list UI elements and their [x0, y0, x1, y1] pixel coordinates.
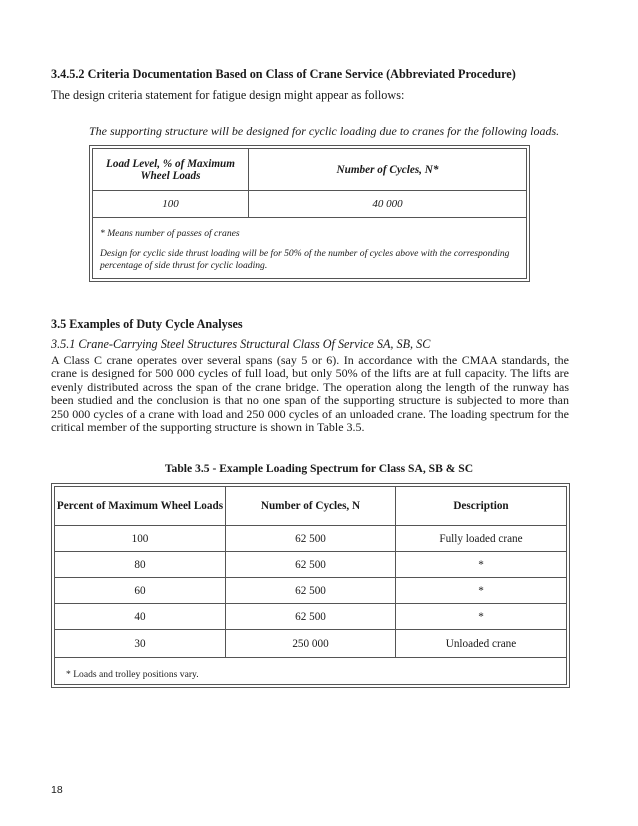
table-row: [55, 552, 566, 578]
page-number: 18: [51, 784, 63, 796]
table-row: [55, 604, 566, 630]
table-cell-cycles: 62 500: [295, 558, 326, 571]
table-column-divider: [395, 487, 396, 658]
section-heading: 3.4.5.2 Criteria Documentation Based on Class of Crane Service (Abbreviated Procedure): [51, 67, 516, 81]
loading-spectrum-table: [51, 483, 570, 688]
criteria-table: [89, 145, 530, 282]
criteria-table-load-level-value: 100: [162, 198, 179, 210]
table-header-percent: Percent of Maximum Wheel Loads: [56, 500, 224, 512]
table-cell-percent: 100: [131, 532, 149, 545]
table-row: [55, 578, 566, 604]
criteria-statement: The supporting structure will be designed for cyclic loading due to cranes for the following loads.: [89, 124, 560, 138]
table-cell-percent: 60: [134, 584, 146, 597]
table-header-row: [55, 487, 566, 526]
criteria-table-header-cycles: Number of Cycles, N*: [336, 163, 439, 176]
criteria-table-inner: [92, 148, 527, 279]
table-cell-description: Unloaded crane: [445, 637, 517, 650]
table-cell-description: *: [478, 558, 484, 571]
table-row: [55, 526, 566, 552]
table-cell-percent: 30: [134, 637, 146, 650]
table-cell-description: *: [478, 610, 484, 623]
table-caption: Table 3.5 - Example Loading Spectrum for Class SA, SB & SC: [164, 462, 474, 475]
table-column-divider: [225, 487, 226, 658]
table-cell-cycles: 62 500: [295, 584, 326, 597]
table-cell-description: Fully loaded crane: [439, 532, 523, 545]
table-cell-description: *: [478, 584, 484, 597]
table-cell-cycles: 62 500: [295, 610, 326, 623]
subsection-heading-crane-carrying: 3.5.1 Crane-Carrying Steel Structures Structural Class Of Service SA, SB, SC: [51, 337, 431, 351]
loading-spectrum-table-inner: [54, 486, 567, 685]
table-row: [55, 630, 566, 658]
table-cell-percent: 40: [134, 610, 146, 623]
table-cell-cycles: 62 500: [295, 532, 326, 545]
table-header-cycles: Number of Cycles, N: [260, 500, 361, 512]
criteria-table-note-passes: * Means number of passes of cranes: [100, 228, 240, 239]
intro-text: The design criteria statement for fatigue design might appear as follows:: [51, 88, 405, 102]
criteria-table-cycles-value: 40 000: [372, 198, 403, 210]
table-cell-percent: 80: [134, 558, 146, 571]
table-header-description: Description: [453, 500, 509, 512]
body-paragraph: A Class C crane operates over several spans (say 5 or 6). In accordance with the CMAA standards, the crane is designed for 500 000 cycles of full load, but only 50% of the lifts are at full capacity. The lifts are evenly distributed across the span of the crane bridge. The operation along the length of the runway has been studied and the conclusion is that no one span of the supporting structure is subjected to more than 250 000 cycles of a crane with load and 250 000 cycles of an unloaded crane. The loading spectrum for the critical member of the supporting structure is shown in Table 3.5.: [51, 353, 569, 435]
table-cell-cycles: 250 000: [292, 637, 329, 650]
table-footnote: * Loads and trolley positions vary.: [66, 669, 199, 680]
section-heading-duty-cycle: 3.5 Examples of Duty Cycle Analyses: [51, 317, 243, 331]
criteria-table-header-load-level: Load Level, % of Maximum Wheel Loads: [106, 157, 235, 182]
criteria-table-note-side-thrust: Design for cyclic side thrust loading will be for 50% of the number of cycles above with the corresponding percentage of side thrust for cyclic loading.: [100, 248, 510, 271]
